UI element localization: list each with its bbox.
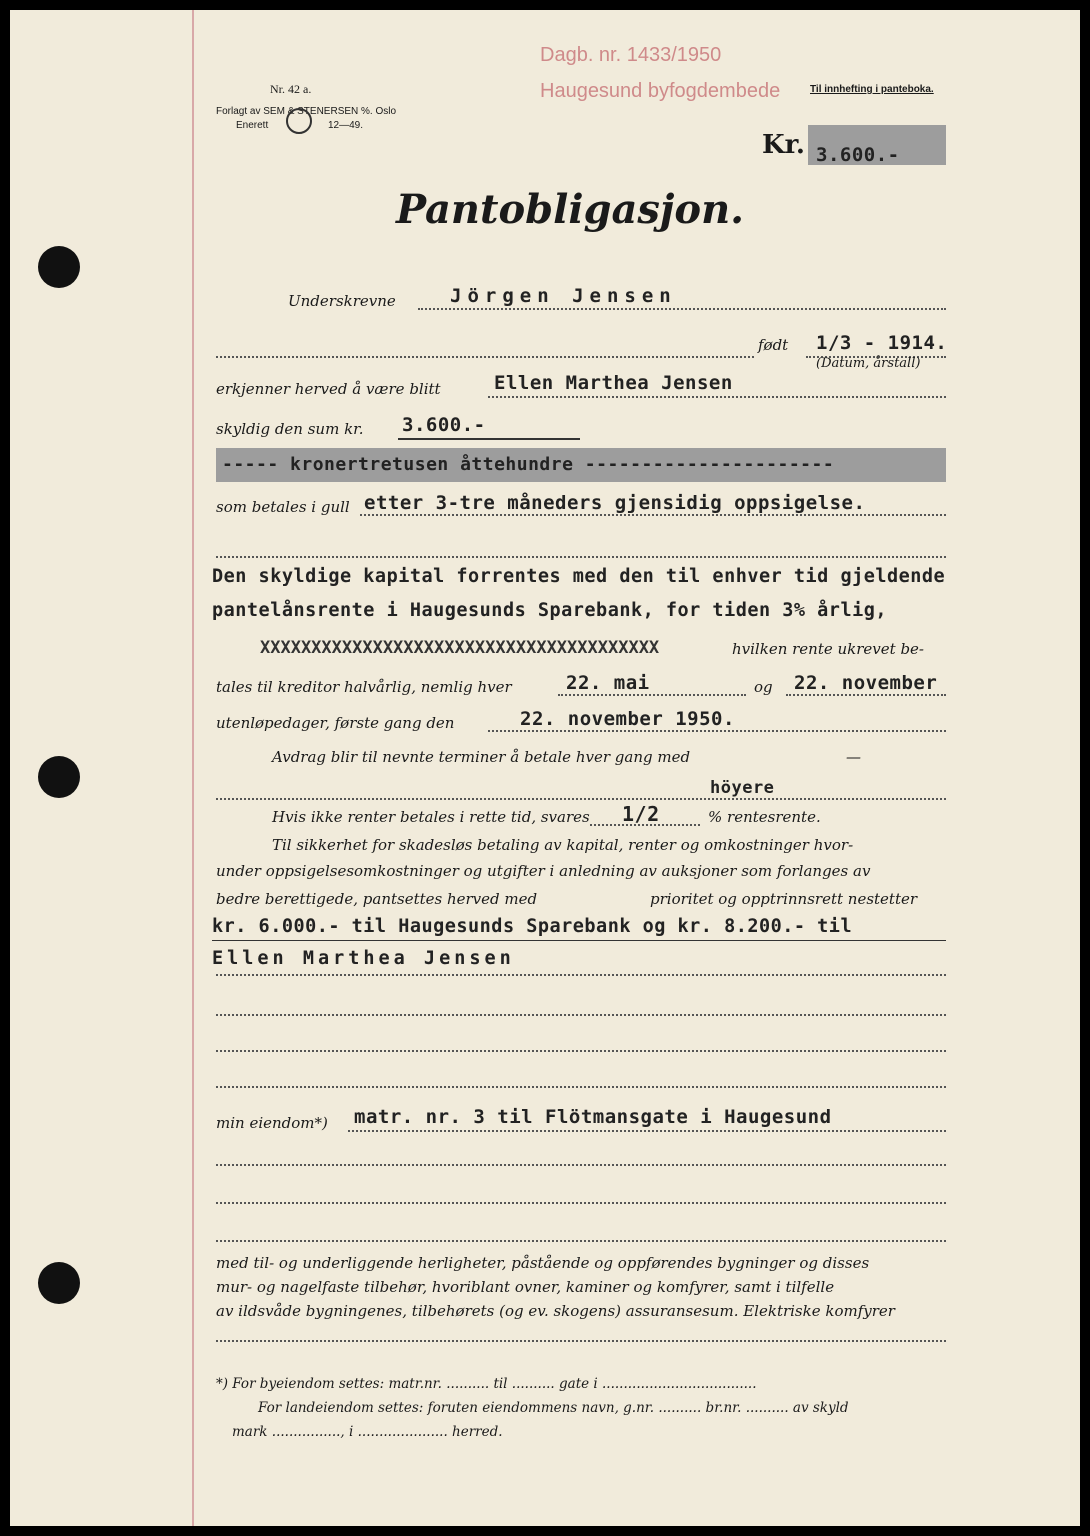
sum-underline [398,438,580,440]
installment-amount: höyere [710,778,775,798]
fill-line [212,940,946,941]
creditor-name: Ellen Marthea Jensen [494,372,733,394]
punch-hole [38,246,80,288]
sum-amount: 3.600.- [402,414,486,436]
form-number: Nr. 42 a. [270,82,312,96]
security-line1: Til sikkerhet for skadesløs betaling av kapital, renter og omkostninger hvor- [272,836,854,854]
prior-claims-line1: kr. 6.000.- til Haugesunds Sparebank og kr. 8.200.- til [212,916,853,937]
interest-tail: hvilken rente ukrevet be- [732,640,924,658]
fill-line [360,514,946,516]
publisher-logo-icon [286,108,312,134]
sum-label: skyldig den sum kr. [216,420,364,438]
fill-line [216,1014,946,1016]
penalty-rate: 1/2 [622,802,660,826]
rights-line1: med til- og underliggende herligheter, påstående og oppførendes bygninger og disses [216,1254,870,1272]
footnote-line3: mark ................, i ..................... herred. [232,1424,503,1440]
sum-in-words: ----- kronertretusen åttehundre ---------------------- [222,454,835,475]
binding-note: Til innhefting i panteboka. [810,84,934,95]
security-line3a: bedre berettigede, pantsettes herved med [216,890,538,908]
fill-line [216,1164,946,1166]
property-label: min eiendom*) [216,1114,328,1132]
fill-line [216,974,946,976]
fill-line [216,356,754,358]
fill-line [216,1050,946,1052]
registry-stamp-number: Dagb. nr. 1433/1950 [540,44,722,66]
publisher-copyright: Enerett [236,120,269,131]
publisher-date: 12—49. [328,120,364,131]
term-date-2: 22. november [794,672,938,694]
punch-hole [38,756,80,798]
installment-text: Avdrag blir til nevnte terminer å betale hver gang med [272,748,691,766]
footnote-line2: For landeiendom settes: foruten eiendommens navn, g.nr. .......... br.nr. .......... av skyld [258,1400,849,1416]
fill-line [488,730,946,732]
fill-line [488,396,946,398]
fill-line [348,1130,946,1132]
publisher-line: Forlagt av SEM & STENERSEN %. Oslo [216,106,397,117]
fill-line [216,1340,946,1342]
document-page [10,10,1080,1526]
fill-line [216,556,946,558]
interest-clause-line2: pantelånsrente i Haugesunds Sparebank, for tiden 3% årlig, [212,600,888,621]
struck-out-text: XXXXXXXXXXXXXXXXXXXXXXXXXXXXXXXXXXXXXXX [260,638,660,658]
og-text: og [754,678,773,696]
fill-line [216,1202,946,1204]
penalty-suffix: % rentesrente. [708,808,821,826]
punch-hole [38,1262,80,1304]
payment-terms: etter 3-tre måneders gjensidig oppsigelse. [364,492,866,514]
rights-line2: mur- og nagelfaste tilbehør, hvoriblant ovner, kaminer og komfyrer, samt i tilfelle [216,1278,835,1296]
creditor-label: erkjenner herved å være blitt [216,380,441,398]
fill-line [216,1086,946,1088]
interest-clause-line1: Den skyldige kapital forrentes med den til enhver tid gjeldende [212,566,946,587]
security-line2: under oppsigelsesomkostninger og utgifter i anledning av auksjoner som forlanges av [216,862,871,880]
payment-label: som betales i gull [216,498,350,516]
kreditor-text: tales til kreditor halvårlig, nemlig hver [216,678,512,696]
term-date-1: 22. mai [566,672,650,694]
registry-stamp-office: Haugesund byfogdembede [540,80,781,102]
fill-line [786,694,946,696]
margin-rule [192,10,194,1526]
first-due-date: 22. november 1950. [520,708,735,730]
fill-line [216,798,946,800]
penalty-text: Hvis ikke renter betales i rette tid, svares [272,808,590,826]
undersigned-name: Jörgen Jensen [450,285,677,307]
fill-line [216,1240,946,1242]
born-label: født [758,336,789,354]
installment-dash: — [846,748,861,766]
property-description: matr. nr. 3 til Flötmansgate i Haugesund [354,1106,832,1128]
born-hint: (Datum, årstall) [816,356,921,371]
document-title: Pantobligasjon. [396,186,745,233]
first-due-label: utenløpedager, første gang den [216,714,455,732]
undersigned-label: Underskrevne [288,292,396,310]
kr-amount: 3.600.- [816,144,900,166]
rights-line3: av ildsvåde bygningenes, tilbehørets (og ev. skogens) assuransesum. Elektriske komfyrer [216,1302,895,1320]
prior-claims-line2: Ellen Marthea Jensen [212,948,515,969]
fill-line [418,308,946,310]
born-date: 1/3 - 1914. [816,332,948,354]
security-line3b: prioritet og opptrinnsrett nestetter [650,890,918,908]
kr-label: Kr. [762,130,805,160]
fill-line [558,694,746,696]
footnote-line1: *) For byeiendom settes: matr.nr. .......... til .......... gate i .................................... [216,1376,757,1392]
